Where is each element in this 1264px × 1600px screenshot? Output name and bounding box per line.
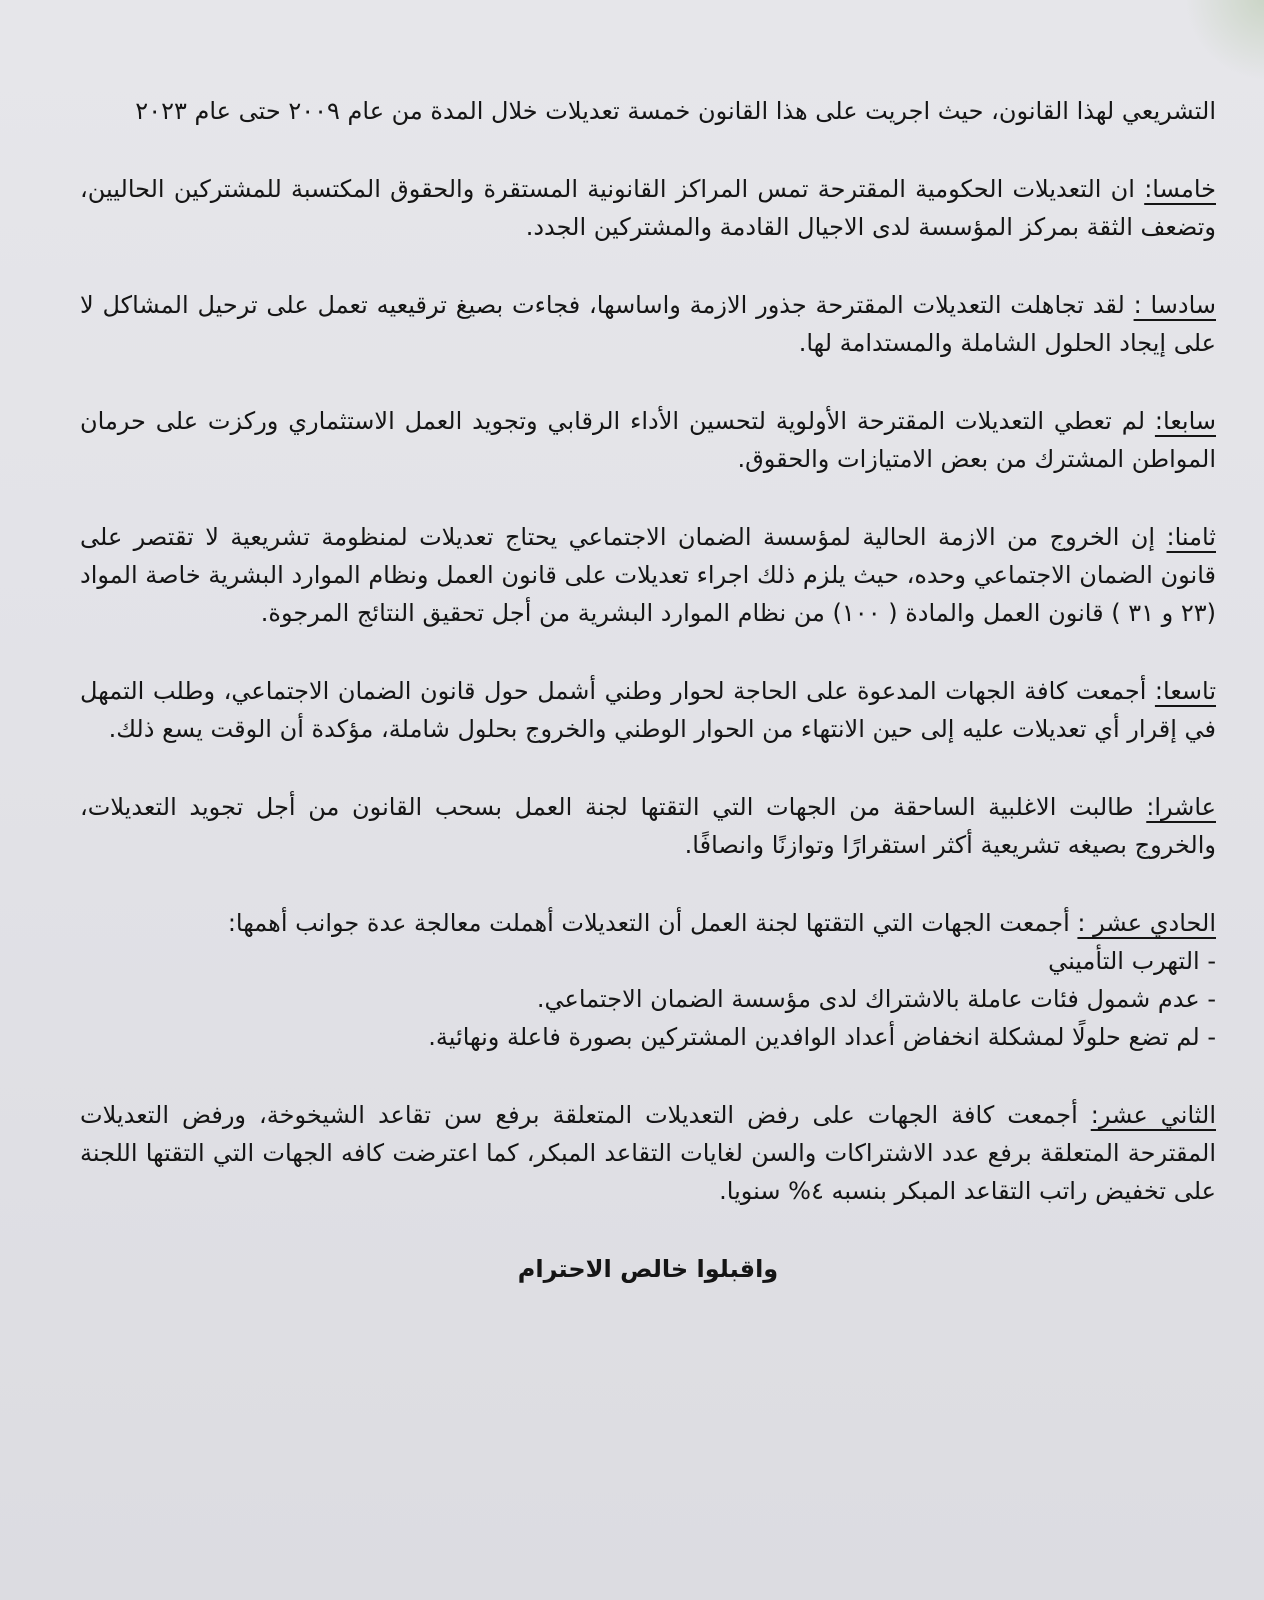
- point-11-text: أجمعت الجهات التي التقتها لجنة العمل أن التعديلات أهملت معالجة عدة جوانب أهمها:: [227, 909, 1078, 937]
- point-8-text: إن الخروج من الازمة الحالية لمؤسسة الضمان الاجتماعي يحتاج تعديلات لمنظومة تشريعية لا تقتصر على قانون الضمان الاجتماعي وحده، حيث يلزم ذلك اجراء تعديلات على قانون العمل ونظام الموارد البشرية خاصة المواد (٢٣ و ٣١ ) قانون العمل والمادة ( ١٠٠) من نظام الموارد البشرية من أجل تحقيق النتائج المرجوة.: [80, 523, 1216, 627]
- point-10-heading: عاشرا:: [1146, 793, 1216, 821]
- point-10: [80, 788, 1216, 864]
- point-11-list: [80, 942, 1216, 1056]
- point-7: [80, 402, 1216, 478]
- point-6-heading: سادسا :: [1133, 291, 1216, 319]
- point-7-text: لم تعطي التعديلات المقترحة الأولوية لتحسين الأداء الرقابي وتجويد العمل الاستثماري وركزت على حرمان المواطن المشترك من بعض الامتيازات والحقوق.: [80, 407, 1216, 473]
- point-12-text: أجمعت كافة الجهات على رفض التعديلات المتعلقة برفع سن تقاعد الشيخوخة، ورفض التعديلات المقترحة المتعلقة برفع عدد الاشتراكات والسن لغايات التقاعد المبكر، كما اعترضت كافه الجهات التي التقتها اللجنة على تخفيض راتب التقاعد المبكر بنسبه ٤% سنويا.: [80, 1101, 1216, 1205]
- point-10-text: طالبت الاغلبية الساحقة من الجهات التي التقتها لجنة العمل بسحب القانون من أجل تجويد التعديلات، والخروج بصيغه تشريعية أكثر استقرارًا وتوازنًا وانصافًا.: [80, 793, 1216, 859]
- point-9: [80, 672, 1216, 748]
- point-11: [80, 904, 1216, 1056]
- list-item: - التهرب التأميني: [80, 942, 1216, 980]
- point-5-text: ان التعديلات الحكومية المقترحة تمس المراكز القانونية المستقرة والحقوق المكتسبة للمشتركين الحاليين، وتضعف الثقة بمركز المؤسسة لدى الاجيال القادمة والمشتركين الجدد.: [80, 175, 1216, 241]
- point-6-text: لقد تجاهلت التعديلات المقترحة جذور الازمة واساسها، فجاءت بصيغ ترقيعيه تعمل على ترحيل المشاكل لا على إيجاد الحلول الشاملة والمستدامة لها.: [80, 291, 1216, 357]
- point-12: [80, 1096, 1216, 1210]
- corner-shadow: [1184, 0, 1264, 80]
- opening-paragraph: التشريعي لهذا القانون، حيث اجريت على هذا القانون خمسة تعديلات خلال المدة من عام ٢٠٠٩ حتى عام ٢٠٢٣: [135, 97, 1216, 125]
- closing-line: واقبلوا خالص الاحترام: [517, 1255, 779, 1283]
- point-8-heading: ثامنا:: [1166, 523, 1216, 551]
- point-5: [80, 170, 1216, 246]
- point-8: [80, 518, 1216, 632]
- point-7-heading: سابعا:: [1154, 407, 1216, 435]
- point-9-text: أجمعت كافة الجهات المدعوة على الحاجة لحوار وطني أشمل حول قانون الضمان الاجتماعي، وطلب التمهل في إقرار أي تعديلات عليه إلى حين الانتهاء من الحوار الوطني والخروج بحلول شاملة، مؤكدة أن الوقت يسع ذلك.: [80, 677, 1216, 743]
- point-6: [80, 286, 1216, 362]
- list-item: - عدم شمول فئات عاملة بالاشتراك لدى مؤسسة الضمان الاجتماعي.: [80, 980, 1216, 1018]
- point-12-heading: الثاني عشر:: [1090, 1101, 1216, 1129]
- point-5-heading: خامسا:: [1144, 175, 1216, 203]
- point-11-heading: الحادي عشر :: [1077, 909, 1216, 937]
- letter-body: [80, 92, 1216, 1312]
- list-item: - لم تضع حلولًا لمشكلة انخفاض أعداد الوافدين المشتركين بصورة فاعلة ونهائية.: [80, 1018, 1216, 1056]
- point-11-intro: [80, 904, 1216, 942]
- point-9-heading: تاسعا:: [1154, 677, 1216, 705]
